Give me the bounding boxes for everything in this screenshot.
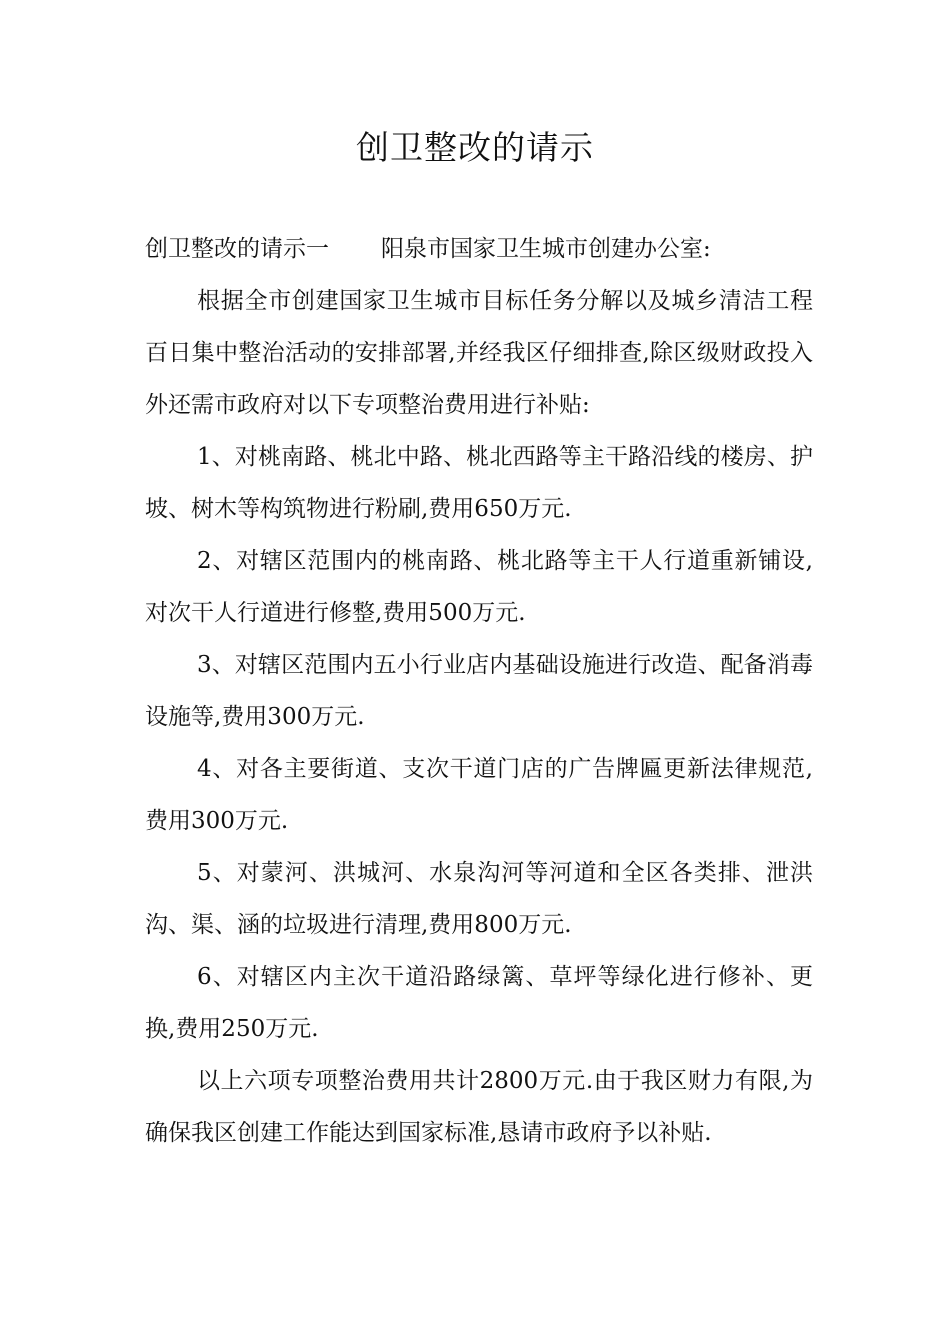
paragraph-item-2: 2、对辖区范围内的桃南路、桃北路等主干人行道重新铺设,对次干人行道进行修整,费用500万元. bbox=[145, 548, 813, 626]
paragraph-item-1: 1、对桃南路、桃北中路、桃北西路等主干路沿线的楼房、护坡、树木等构筑物进行粉刷,费用650万元. bbox=[145, 444, 813, 522]
salutation bbox=[145, 223, 813, 275]
document-body bbox=[145, 223, 813, 1159]
paragraph-intro: 根据全市创建国家卫生城市目标任务分解以及城乡清洁工程百日集中整治活动的安排部署,并经我区仔细排查,除区级财政投入外还需市政府对以下专项整治费用进行补贴: bbox=[145, 288, 813, 418]
paragraph-item-6: 6、对辖区内主次干道沿路绿篱、草坪等绿化进行修补、更换,费用250万元. bbox=[145, 964, 813, 1042]
paragraph-conclusion: 以上六项专项整治费用共计2800万元.由于我区财力有限,为确保我区创建工作能达到国家标准,恳请市政府予以补贴. bbox=[145, 1068, 813, 1146]
salutation-addressee: 阳泉市国家卫生城市创建办公室: bbox=[381, 236, 711, 262]
document-title: 创卫整改的请示 bbox=[356, 128, 594, 167]
paragraph-item-4: 4、对各主要街道、支次干道门店的广告牌匾更新法律规范,费用300万元. bbox=[145, 756, 813, 834]
paragraph-item-5: 5、对蒙河、洪城河、水泉沟河等河道和全区各类排、泄洪沟、渠、涵的垃圾进行清理,费用800万元. bbox=[145, 860, 813, 938]
paragraph-item-3: 3、对辖区范围内五小行业店内基础设施进行改造、配备消毒设施等,费用300万元. bbox=[145, 652, 813, 730]
salutation-prefix: 创卫整改的请示一 bbox=[145, 236, 329, 262]
